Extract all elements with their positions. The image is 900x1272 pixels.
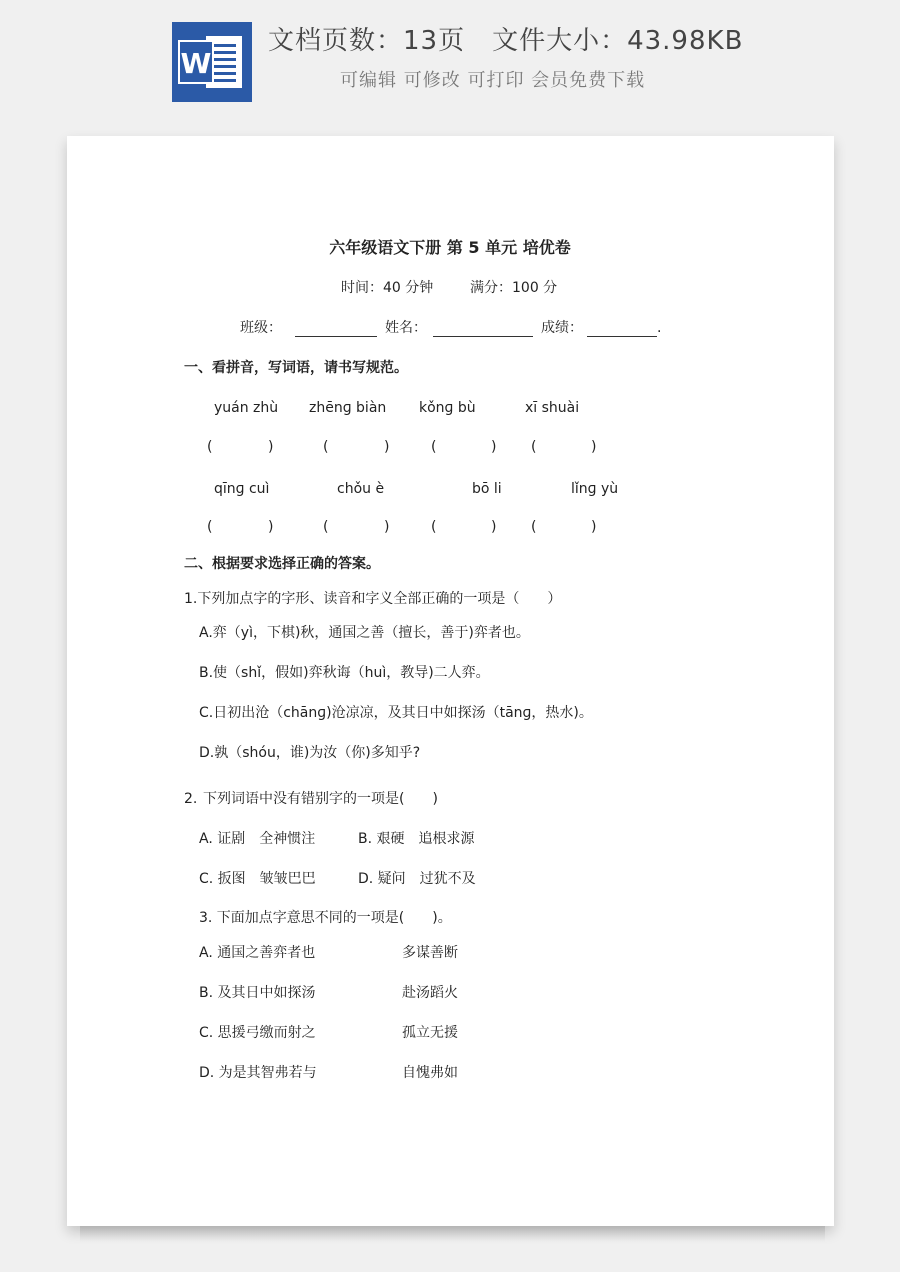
question1-option-d: D.孰（shóu，谁)为汝（你)多知乎? bbox=[199, 745, 421, 761]
grade-blank[interactable] bbox=[587, 322, 657, 337]
bracket-open: ( bbox=[531, 519, 537, 535]
question3-option-d-left: D. 为是其智弗若与 bbox=[199, 1065, 317, 1081]
bracket-close: ) bbox=[384, 439, 390, 455]
pinyin-item: yuán zhù bbox=[214, 400, 279, 416]
question2-option-b: B. 艰硬 追根求源 bbox=[358, 831, 475, 847]
section2-heading: 二、根据要求选择正确的答案。 bbox=[184, 556, 380, 572]
question3-option-c-right: 孤立无援 bbox=[402, 1025, 458, 1041]
pinyin-item: bō li bbox=[472, 481, 502, 497]
document-page bbox=[67, 136, 834, 1226]
question3-option-a-right: 多谋善断 bbox=[402, 945, 458, 961]
bracket-close: ) bbox=[491, 439, 497, 455]
question3-option-d-right: 自愧弗如 bbox=[402, 1065, 458, 1081]
section1-heading: 一、看拼音，写词语，请书写规范。 bbox=[184, 360, 408, 376]
class-label: 班级： bbox=[240, 320, 282, 336]
bracket-close: ) bbox=[591, 439, 597, 455]
bracket-close: ) bbox=[591, 519, 597, 535]
question2-option-a: A. 证剧 全神惯注 bbox=[199, 831, 316, 847]
word-logo-letter: W bbox=[178, 40, 214, 84]
file-features: 可编辑 可修改 可打印 会员免费下载 bbox=[340, 70, 646, 91]
document-title: 六年级语文下册 第 5 单元 培优卷 bbox=[329, 238, 571, 257]
bracket-close: ) bbox=[268, 439, 274, 455]
question3-option-a-left: A. 通国之善弈者也 bbox=[199, 945, 316, 961]
bracket-open: ( bbox=[207, 519, 213, 535]
bracket-open: ( bbox=[431, 439, 437, 455]
bracket-close: ) bbox=[268, 519, 274, 535]
fields-end: . bbox=[657, 320, 662, 336]
class-blank[interactable] bbox=[295, 322, 377, 337]
pinyin-item: xī shuài bbox=[525, 400, 580, 416]
question2-option-c: C. 扳图 皱皱巴巴 bbox=[199, 871, 316, 887]
pinyin-item: zhēnɡ biàn bbox=[309, 400, 387, 416]
question3-stem: 3. 下面加点字意思不同的一项是( )。 bbox=[199, 910, 452, 926]
paper-shadow bbox=[80, 1226, 825, 1242]
pinyin-item: chǒu è bbox=[337, 481, 385, 497]
grade-label: 成绩： bbox=[541, 320, 583, 336]
question1-option-a: A.弈（yì，下棋)秋，通国之善（擅长，善于)弈者也。 bbox=[199, 625, 530, 641]
name-blank[interactable] bbox=[433, 322, 533, 337]
bracket-open: ( bbox=[207, 439, 213, 455]
file-info-title: 文档页数：13页 文件大小：43.98KB bbox=[268, 26, 744, 56]
question3-option-c-left: C. 思援弓缴而射之 bbox=[199, 1025, 316, 1041]
question1-option-c: C.日初出沧（chānɡ)沧凉凉，及其日中如探汤（tānɡ，热水)。 bbox=[199, 705, 593, 721]
bracket-open: ( bbox=[531, 439, 537, 455]
word-file-icon bbox=[172, 22, 252, 102]
bracket-open: ( bbox=[323, 519, 329, 535]
bracket-open: ( bbox=[431, 519, 437, 535]
exam-time: 时间：40 分钟 bbox=[341, 280, 434, 296]
exam-full-score: 满分：100 分 bbox=[470, 280, 558, 296]
bracket-close: ) bbox=[491, 519, 497, 535]
question1-option-b: B.使（shǐ，假如)弈秋诲（huì，教导)二人弈。 bbox=[199, 665, 490, 681]
question3-option-b-right: 赴汤蹈火 bbox=[402, 985, 458, 1001]
download-header bbox=[0, 0, 900, 118]
name-label: 姓名： bbox=[385, 320, 427, 336]
bracket-open: ( bbox=[323, 439, 329, 455]
pinyin-item: lǐnɡ yù bbox=[571, 481, 619, 497]
question2-number: 2. bbox=[184, 791, 198, 807]
pinyin-item: kǒnɡ bù bbox=[419, 400, 476, 416]
pinyin-item: qīnɡ cuì bbox=[214, 481, 270, 497]
question3-option-b-left: B. 及其日中如探汤 bbox=[199, 985, 316, 1001]
bracket-close: ) bbox=[384, 519, 390, 535]
question1-stem: 1.下列加点字的字形、读音和字义全部正确的一项是（ ） bbox=[184, 591, 562, 607]
question2-option-d: D. 疑问 过犹不及 bbox=[358, 871, 476, 887]
question2-stem: 下列词语中没有错别字的一项是( ) bbox=[203, 791, 438, 807]
